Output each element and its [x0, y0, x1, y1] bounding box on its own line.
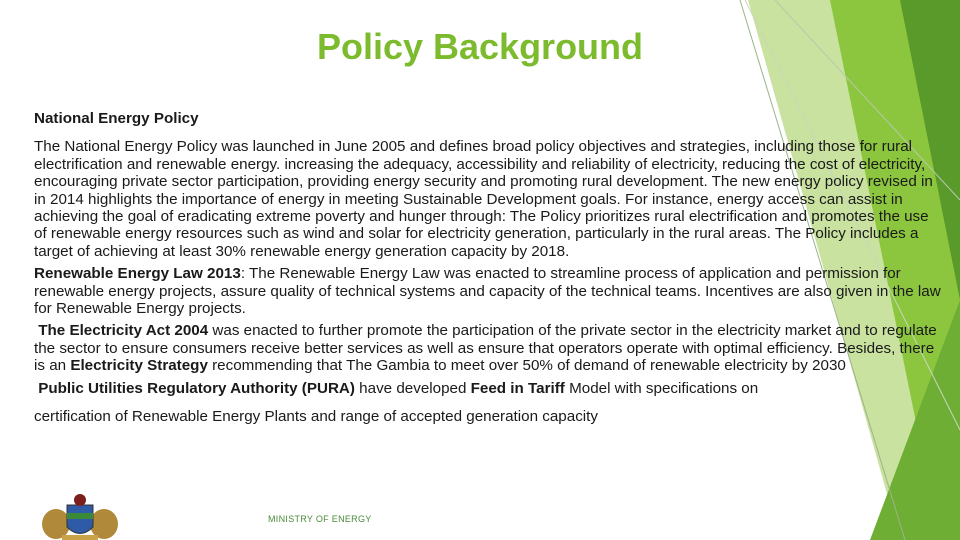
pura-text-2: Model with specifications on [564, 379, 759, 397]
paragraph-energy-policy: The National Energy Policy was launched in June 2005 and defines broad policy objectives and strategies, including those for rural electrification and renewable energy. increasing the adequacy, accessibility and reliability of electricity, reducing the cost of electricity, encouraging private sector participation, providing energy security and promoting rural development. The new energy policy revised in in 2014 highlights the importance of energy in meeting Sustainable Development goals. For instance, energy access can assist in achieving the goal of eradicating extreme poverty and hunger through: The Policy prioritizes rural electrification and promotes the use of renewable energy resources such as wind and solar for electricity generation, particularly in the rural areas. The Policy includes a target of achieving at least 30% renewable energy generation capacity by 2018. [34, 138, 933, 260]
renewable-law-text: : The Renewable Energy Law was enacted to streamline process of application and permission for renewable energy projects, assure quality of technical systems and capacity of the technical teams. Incentives are also given in the law for Renewable Energy projects. [34, 265, 941, 318]
paragraph-certification: certification of Renewable Energy Plants and range of accepted generation capacity [34, 408, 598, 426]
pura-text-1: have developed [354, 379, 471, 397]
paragraph-pura [34, 380, 942, 397]
paragraph-renewable-law [34, 265, 942, 317]
section-heading: National Energy Policy [34, 110, 199, 127]
feed-in-tariff-title: Feed in Tariff [470, 379, 565, 397]
coat-of-arms-icon [34, 493, 126, 540]
paragraph-electricity-act [34, 322, 942, 374]
footer-ministry: MINISTRY OF ENERGY [268, 514, 372, 524]
electricity-strategy-text: recommending that The Gambia to meet over 50% of demand of renewable electricity by 2030 [207, 357, 846, 375]
renewable-law-title: Renewable Energy Law 2013 [34, 265, 241, 283]
electricity-act-text: was enacted to further promote the participation of the private sector in the electricity market and to regulate the sector to ensure consumers receive better services as well as ensure that operators operate with optimal efficiency. Besides, there is an [34, 322, 937, 375]
page-title: Policy Background [316, 26, 644, 67]
electricity-strategy-title: Electricity Strategy [70, 357, 208, 375]
pura-title: Public Utilities Regulatory Authority (PURA) [38, 379, 355, 397]
content-body [34, 110, 942, 431]
electricity-act-title: The Electricity Act 2004 [38, 322, 209, 340]
